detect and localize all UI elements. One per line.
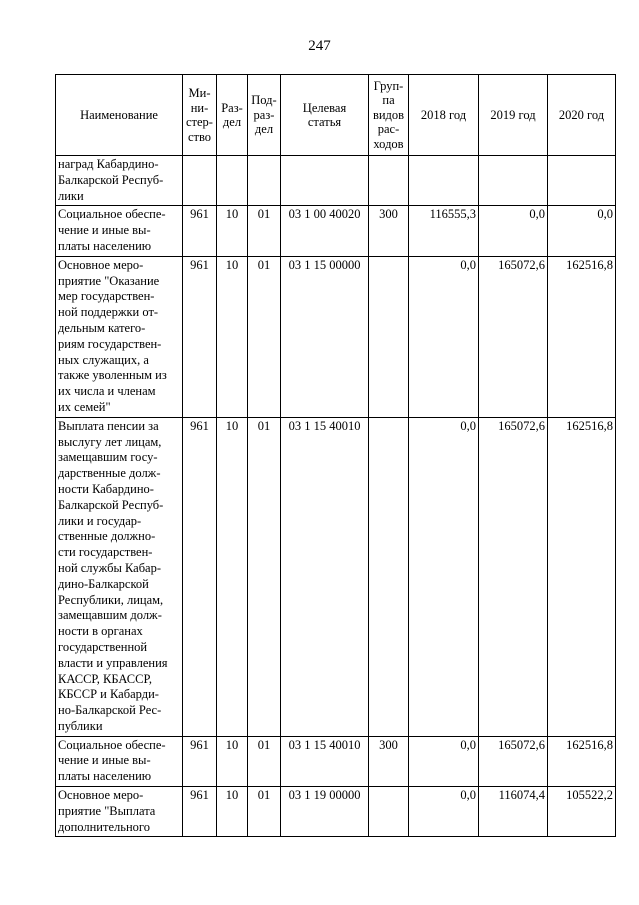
row-ministry: 961 bbox=[183, 206, 217, 256]
table-row bbox=[56, 256, 616, 417]
row-2018 bbox=[409, 156, 479, 206]
header-section: Раз- дел bbox=[217, 75, 248, 156]
table-row bbox=[56, 206, 616, 256]
row-2019: 0,0 bbox=[479, 206, 548, 256]
row-2020: 162516,8 bbox=[548, 736, 616, 786]
row-subsection: 01 bbox=[248, 256, 281, 417]
row-group: 300 bbox=[369, 736, 409, 786]
header-2019: 2019 год bbox=[479, 75, 548, 156]
row-ministry: 961 bbox=[183, 736, 217, 786]
row-target: 03 1 15 40010 bbox=[281, 417, 369, 736]
budget-table bbox=[55, 74, 616, 837]
row-name: Социальное обеспе- чение и иные вы- платы населению bbox=[56, 206, 183, 256]
header-target: Целевая статья bbox=[281, 75, 369, 156]
header-ministry: Ми- ни- стер- ство bbox=[183, 75, 217, 156]
row-subsection: 01 bbox=[248, 787, 281, 837]
header-2020: 2020 год bbox=[548, 75, 616, 156]
row-section: 10 bbox=[217, 256, 248, 417]
row-section: 10 bbox=[217, 206, 248, 256]
row-2018: 0,0 bbox=[409, 787, 479, 837]
row-subsection: 01 bbox=[248, 206, 281, 256]
row-group bbox=[369, 787, 409, 837]
row-target: 03 1 15 40010 bbox=[281, 736, 369, 786]
row-subsection: 01 bbox=[248, 417, 281, 736]
row-name: Выплата пенсии за выслугу лет лицам, замещавшим госу- дарственные долж- ности Кабардино- Балкарской Респуб- лики и государ- ственные должно- сти государствен- ной службы Кабар- дино-Балкарской Республики, лицам, замещавшим долж- ности в органах государственной власти и управления КАССР, КБАССР, КБССР и Кабарди- но-Балкарской Рес- публики bbox=[56, 417, 183, 736]
table-row bbox=[56, 417, 616, 736]
row-section: 10 bbox=[217, 736, 248, 786]
row-name: наград Кабардино- Балкарской Респуб- лики bbox=[56, 156, 183, 206]
header-expense-group: Груп- па видов рас- ходов bbox=[369, 75, 409, 156]
row-ministry: 961 bbox=[183, 417, 217, 736]
table-row bbox=[56, 156, 616, 206]
table-row bbox=[56, 736, 616, 786]
header-subsection: Под- раз- дел bbox=[248, 75, 281, 156]
row-2019: 116074,4 bbox=[479, 787, 548, 837]
row-target: 03 1 00 40020 bbox=[281, 206, 369, 256]
row-2019: 165072,6 bbox=[479, 417, 548, 736]
row-group bbox=[369, 417, 409, 736]
row-group bbox=[369, 156, 409, 206]
row-target bbox=[281, 156, 369, 206]
row-2018: 116555,3 bbox=[409, 206, 479, 256]
row-target: 03 1 15 00000 bbox=[281, 256, 369, 417]
row-subsection: 01 bbox=[248, 736, 281, 786]
row-subsection bbox=[248, 156, 281, 206]
row-2019 bbox=[479, 156, 548, 206]
row-ministry: 961 bbox=[183, 256, 217, 417]
header-2018: 2018 год bbox=[409, 75, 479, 156]
row-2018: 0,0 bbox=[409, 256, 479, 417]
row-2020: 162516,8 bbox=[548, 417, 616, 736]
row-section: 10 bbox=[217, 787, 248, 837]
row-2018: 0,0 bbox=[409, 736, 479, 786]
row-name: Основное меро- приятие "Выплата дополнительного bbox=[56, 787, 183, 837]
header-name: Наименование bbox=[56, 75, 183, 156]
row-group: 300 bbox=[369, 206, 409, 256]
row-2020 bbox=[548, 156, 616, 206]
row-2020: 0,0 bbox=[548, 206, 616, 256]
row-2019: 165072,6 bbox=[479, 256, 548, 417]
row-name: Основное меро- приятие "Оказание мер государствен- ной поддержки от- дельным катего- риям государствен- ных служащих, а также уволенным из их числа и членам их семей" bbox=[56, 256, 183, 417]
row-section bbox=[217, 156, 248, 206]
row-target: 03 1 19 00000 bbox=[281, 787, 369, 837]
table-row bbox=[56, 787, 616, 837]
row-2020: 162516,8 bbox=[548, 256, 616, 417]
row-ministry: 961 bbox=[183, 787, 217, 837]
page-number: 247 bbox=[308, 38, 331, 54]
row-section: 10 bbox=[217, 417, 248, 736]
row-2018: 0,0 bbox=[409, 417, 479, 736]
header-row bbox=[56, 75, 616, 156]
row-group bbox=[369, 256, 409, 417]
row-name: Социальное обеспе- чение и иные вы- платы населению bbox=[56, 736, 183, 786]
row-ministry bbox=[183, 156, 217, 206]
row-2019: 165072,6 bbox=[479, 736, 548, 786]
row-2020: 105522,2 bbox=[548, 787, 616, 837]
